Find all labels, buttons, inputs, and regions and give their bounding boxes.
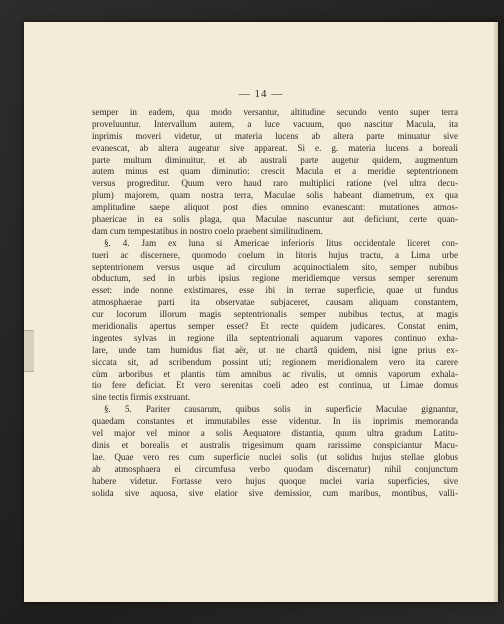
body-text — [92, 107, 458, 499]
text-line: septentrionem versus usque ad circulum acquinoctialem sito, semper nubibus — [92, 261, 458, 272]
text-line: cùm arboribus et plantis tùm amnibus ac rivulis, ut omnis vaporum exhala- — [92, 368, 458, 379]
text-line: evanescat, ab altera augeatur sive appareat. Si e. g. materia lucens a boreali — [92, 142, 458, 153]
text-line: esset: inde nonne existimares, esse ibi in terrae superficie, quae ut fundus — [92, 285, 458, 296]
text-line: cur locorum illorum magis septentrionalis semper nubibus tectus, at magis — [92, 309, 458, 320]
page-tab-marker — [24, 330, 34, 372]
text-line: §. 5. Pariter causarum, quibus solis in superficie Maculae gignantur, — [104, 404, 458, 415]
text-line: sine tectis firmis exstruant. — [92, 392, 190, 403]
text-line: quaedam constantes et immutabiles esse videntur. In iis inprimis memoranda — [92, 416, 458, 427]
text-line: dinis et borealis et australis trigesimum quam rarissime conspiciantur Macu- — [92, 439, 458, 450]
page-number-header: — 14 — — [238, 88, 284, 100]
text-line: tio fere deficiat. Et vero serenitas coeli adeo est continua, ut Limae domus — [92, 380, 458, 391]
text-line: siccata sit, ad scribendum possint uti; regionem meridionalem vero ita carere — [92, 356, 458, 367]
text-line: meridionalis apertus semper esset? Et recte quidem judicares. Constat enim, — [92, 321, 458, 332]
text-line: atmosphaerae parti ita observatae subjaceret, causam aliquam constantem, — [92, 297, 458, 308]
text-line: proveluuntur. Intervallum autem, a luce vacuum, quo nascitur Macula, ita — [92, 118, 458, 129]
book-page — [24, 22, 498, 602]
text-line: amplitudine saepe aliquot post dies omnino evanescant: mutationes atmos- — [92, 202, 458, 213]
text-line: tueri ac discernere, quomodo coelum in litoris hujus tractu, a Lima urbe — [92, 249, 458, 260]
text-line: phaericae in ea solis plaga, qua Maculae nascuntur aut deficiunt, certe quan- — [92, 214, 458, 225]
text-line: lare, unde tam humidus fiat aër, ut ne chartâ quidem, nisi igne prius ex- — [92, 344, 458, 355]
text-line: vel major vel minor a solis Aequatore distantia, quum ultra gradum Latitu- — [92, 428, 458, 439]
page-edge — [494, 22, 498, 602]
text-line: lae. Quae vero res cum superficie nuclei solis (ut solidus hujus stellae globus — [92, 451, 458, 462]
text-line: ab atmosphaera ei circumfusa verbo quodam discernatur) nihil conjunctum — [92, 463, 458, 474]
text-line: obductum, sed in urbis ipsius regione meridiemque versus semper serenum — [92, 273, 458, 284]
text-line: §. 4. Jam ex luna si Americae inferioris litus occidentale liceret con- — [104, 237, 458, 248]
text-line: habere videtur. Fortasse vero hujus quoque nuclei varia superficies, sive — [92, 475, 458, 486]
text-line: inprimis moveri videtur, ut materia lucens ab altera parte minuatur sive — [92, 130, 458, 141]
text-line: dam cum tempestatibus in nostro coelo praebent similitudinem. — [92, 225, 323, 236]
text-line: autem minus est quam diminutio: crescit Macula et a meridie septentrionem — [92, 166, 458, 177]
text-line: parte multum diminuitur, et ab australi parte augetur quidem, augmentum — [92, 154, 458, 165]
text-line: ingentes sylvas in regione illa septentrionali aquarum vapores continuo exha- — [92, 332, 458, 343]
text-line: versus progreditur. Quum vero haud raro multiplici ratione (vel ultra decu- — [92, 178, 458, 189]
text-line: semper in eadem, qua modo versantur, altitudine secundo vento super terra — [92, 107, 458, 117]
text-line: plum) majorem, quam nostra terra, Maculae solis habeant diametrum, ex qua — [92, 190, 458, 201]
text-line: solida sive aquosa, sive elatior sive demissior, cum maribus, montibus, valli- — [92, 487, 458, 498]
